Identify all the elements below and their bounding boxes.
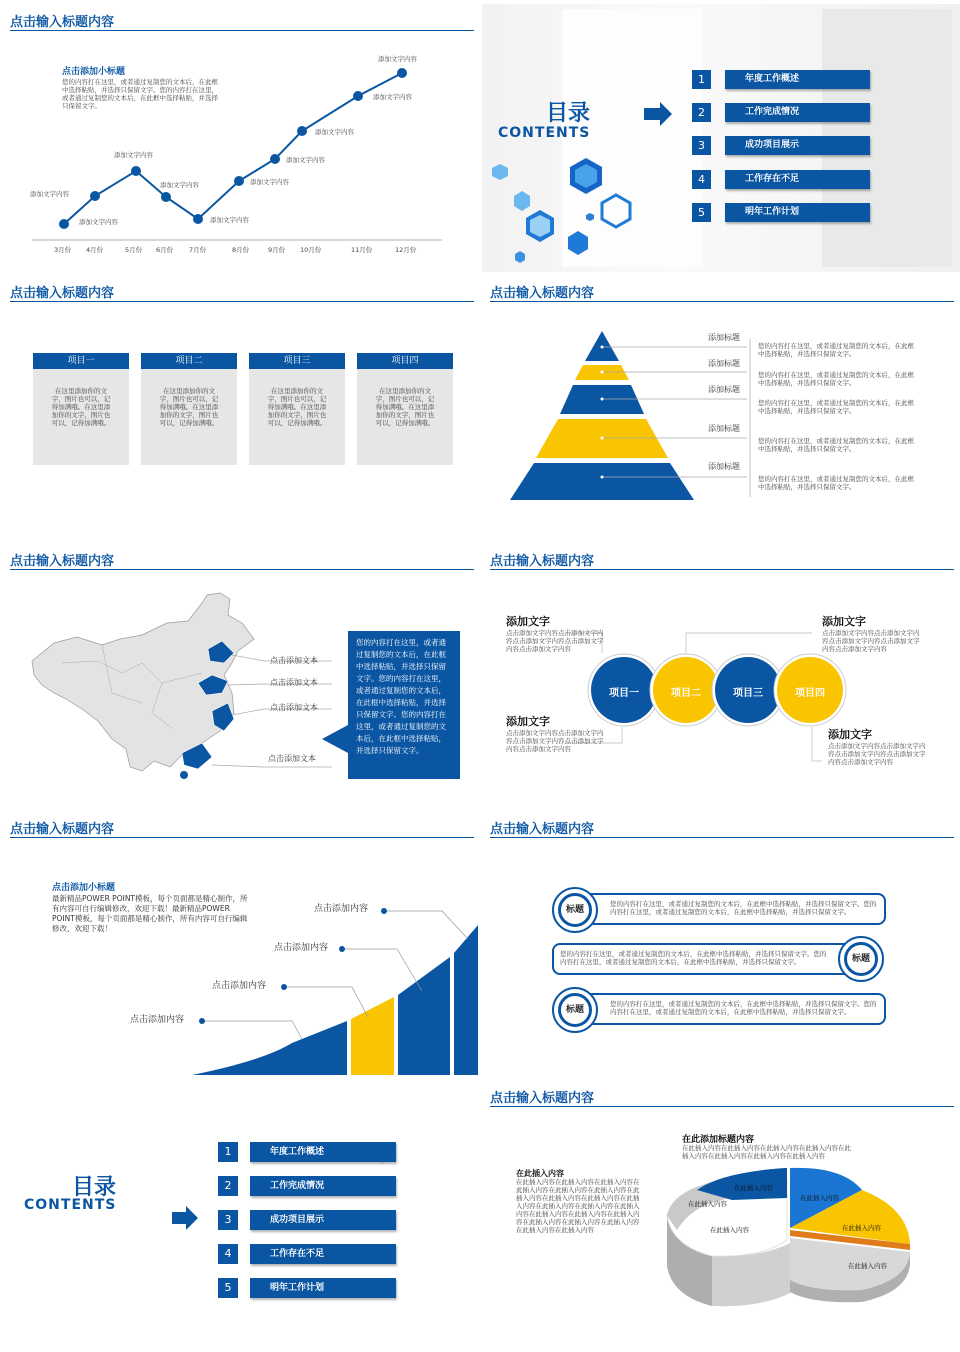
point-label: 添加文字内容 [286, 156, 325, 164]
tier-label: 添加标题 [708, 462, 740, 471]
card [357, 353, 453, 465]
toc-title: 目录 [546, 101, 591, 126]
slide-title[interactable]: 点击输入标题内容 [10, 15, 115, 30]
month-label: 10月份 [300, 246, 322, 254]
tier-label: 添加标题 [708, 333, 740, 342]
text-body: 点击添加文字内容点击添加文字内容点击添加文字内容点击添加文字内容点击添加文字内容 [828, 742, 926, 766]
point-label: 添加文字内容 [30, 190, 69, 198]
circle-label: 项目三 [733, 688, 763, 699]
info-bar-text: 您的内容打在这里，或者通过复制您的文本后，在此框中选择粘贴，并选择只保留文字。您的内容打在这里，或者通过复制您的文本后，在此框中选择粘贴，并选择只保留文字。 [610, 1000, 877, 1016]
info-bar [572, 993, 886, 1025]
slide-title[interactable]: 点击输入标题内容 [490, 822, 595, 837]
subtitle-desc: 您的内容打在这里，或者通过复制您的文本后，在此框中选择粘贴，并选择只保留文字。您的内容打在这里，或者通过复制您的文本后，在此框中选择粘贴，并选择只保留文字。 [62, 78, 218, 110]
point-label: 添加文字内容 [114, 151, 153, 159]
slide-title[interactable]: 点击输入标题内容 [490, 286, 595, 301]
info-bar [572, 893, 886, 925]
point-label: 添加文字内容 [210, 216, 249, 224]
card [249, 353, 345, 465]
info-bar-text: 您的内容打在这里，或者通过复制您的文本后，在此框中选择粘贴，并选择只保留文字。您的内容打在这里，或者通过复制您的文本后，在此框中选择粘贴，并选择只保留文字。 [610, 900, 877, 916]
slide-toc-hex [482, 4, 960, 272]
map-label: 点击添加文本 [268, 754, 316, 763]
tag-label: 标题 [558, 893, 592, 927]
growth-label: 点击添加内容 [314, 904, 369, 914]
map-label: 点击添加文本 [270, 703, 318, 712]
info-bar-text: 您的内容打在这里，或者通过复制您的文本后，在此框中选择粘贴，并选择只保留文字。您的内容打在这里，或者通过复制您的文本后，在此框中选择粘贴，并选择只保留文字。 [560, 950, 827, 966]
toc-number: 2 [692, 103, 711, 122]
text-heading: 添加文字 [828, 728, 872, 741]
card-body: 在这里添加你的文字，图片也可以，记得加满哦。在这里添加你的文字，图片也可以，记得加满哦。 [51, 387, 111, 427]
point-label: 添加文字内容 [315, 128, 354, 136]
slice-label: 在此插入内容 [842, 1224, 881, 1232]
card-body: 在这里添加你的文字，图片也可以，记得加满哦。在这里添加你的文字，图片也可以，记得加满哦。 [375, 387, 435, 427]
tier-text: 您的内容打在这里，或者通过复制您的文本后，在此框中选择粘贴，并选择只保留文字。 [758, 371, 914, 387]
point-label: 添加文字内容 [250, 178, 289, 186]
slide-cards [2, 275, 480, 543]
month-label: 9月份 [268, 246, 286, 254]
month-label: 6月份 [156, 246, 174, 254]
month-label: 5月份 [125, 246, 143, 254]
subtitle: 点击添加小标题 [52, 883, 116, 893]
toc-number: 3 [218, 1210, 238, 1230]
text-body: 点击添加文字内容点击添加文字内容点击添加文字内容点击添加文字内容点击添加文字内容 [822, 629, 920, 653]
month-label: 4月份 [86, 246, 104, 254]
month-label: 8月份 [232, 246, 250, 254]
title-divider [490, 837, 954, 838]
card-body: 在这里添加你的文字，图片也可以，记得加满哦。在这里添加你的文字，图片也可以，记得加满哦。 [159, 387, 219, 427]
title-divider [10, 301, 474, 302]
growth-label: 点击添加内容 [130, 1015, 185, 1025]
month-label: 11月份 [351, 246, 373, 254]
growth-label: 点击添加内容 [274, 943, 329, 953]
chart-title: 在此添加标题内容 [682, 1135, 755, 1145]
slice-label: 在此插入内容 [688, 1200, 727, 1208]
slide-title[interactable]: 点击输入标题内容 [490, 1091, 595, 1106]
toc-label: 明年工作计划 [250, 1278, 396, 1298]
card-header: 项目一 [33, 353, 129, 369]
toc-label: 明年工作计划 [725, 203, 870, 222]
arrow-right-icon [172, 1206, 198, 1230]
toc-number: 3 [692, 136, 711, 155]
text-heading: 添加文字 [822, 615, 866, 628]
slide-title[interactable]: 点击输入标题内容 [10, 286, 115, 301]
toc-subtitle: CONTENTS [498, 125, 591, 141]
card-header: 项目三 [249, 353, 345, 369]
info-bar [552, 943, 866, 975]
slide-pie [482, 1080, 960, 1348]
toc-number: 4 [218, 1244, 238, 1264]
toc-label: 年度工作概述 [725, 70, 870, 89]
circle-label: 项目四 [795, 688, 825, 699]
slide-title-bars [482, 811, 960, 1079]
tag-label: 标题 [844, 942, 878, 976]
slice-label: 在此插入内容 [710, 1226, 749, 1234]
chart-subtitle: 在此插入内容在此插入内容在此插入内容在此插入内容在此插入内容在此插入内容在此插入内容在此插入内容 [682, 1144, 851, 1160]
tag-circle [838, 936, 884, 982]
toc-number: 1 [692, 70, 711, 89]
info-box: 您的内容打在这里，或者通过复制您的文本后，在此框中选择粘贴，并选择只保留文字。您的内容打在这里，或者通过复制您的文本后，在此框中选择粘贴，并选择只保留文字。您的内容打在这里，或者通过复制您的文本后，在此框中选择粘贴，并选择只保留文字。 [348, 631, 460, 779]
toc-label: 工作存在不足 [250, 1244, 396, 1264]
subtitle-desc: 最新精品POWER POINT模板，每个页面都是精心制作，所有内容可自行编辑修改，欢迎下载！最新精品POWER POINT模板，每个页面都是精心制作，所有内容可自行编辑修改，欢迎下载！ [52, 894, 248, 933]
point-label: 添加文字内容 [378, 55, 417, 63]
tier-text: 您的内容打在这里，或者通过复制您的文本后，在此框中选择粘贴，并选择只保留文字。 [758, 399, 914, 415]
slide-title[interactable]: 点击输入标题内容 [10, 822, 115, 837]
point-label: 添加文字内容 [160, 181, 199, 189]
slide-pyramid [482, 275, 960, 543]
card [33, 353, 129, 465]
toc-label: 工作完成情况 [725, 103, 870, 122]
toc-label: 成功项目展示 [725, 136, 870, 155]
toc-label: 工作存在不足 [725, 170, 870, 189]
toc-title: 目录 [72, 1175, 117, 1200]
map-label: 点击添加文本 [270, 678, 318, 687]
slide-map [2, 543, 480, 811]
growth-chart [2, 811, 480, 1079]
tag-circle [552, 987, 598, 1033]
tier-label: 添加标题 [708, 359, 740, 368]
toc-label: 年度工作概述 [250, 1142, 396, 1162]
card [141, 353, 237, 465]
tag-label: 标题 [558, 993, 592, 1027]
slide-title[interactable]: 点击输入标题内容 [10, 554, 115, 569]
card-body: 在这里添加你的文字，图片也可以，记得加满哦。在这里添加你的文字，图片也可以，记得加满哦。 [267, 387, 327, 427]
month-label: 12月份 [395, 246, 417, 254]
tag-circle [552, 887, 598, 933]
hexagon-decoration [482, 4, 960, 272]
subtitle: 点击添加小标题 [62, 67, 126, 77]
toc-label: 工作完成情况 [250, 1176, 396, 1196]
tier-label: 添加标题 [708, 385, 740, 394]
circle-label: 项目二 [671, 688, 701, 699]
month-label: 7月份 [189, 246, 207, 254]
text-heading: 添加文字 [506, 715, 550, 728]
line-chart [2, 4, 480, 272]
tier-text: 您的内容打在这里，或者通过复制您的文本后，在此框中选择粘贴，并选择只保留文字。 [758, 437, 914, 453]
arrow-right-icon [644, 102, 672, 126]
card-header: 项目二 [141, 353, 237, 369]
slide-toc-plain [2, 1080, 480, 1348]
left-title: 在此插入内容 [516, 1169, 564, 1178]
point-label: 添加文字内容 [79, 218, 118, 226]
slide-circles [482, 543, 960, 811]
circles-diagram [482, 543, 960, 811]
left-text: 在此插入内容在此插入内容在此插入内容在此插入内容在此插入内容在此插入内容在此插入内容在此插入内容在此插入内容在此插入内容在此插入内容在此插入内容在此插入内容在此插入内容在此插入内容在此插入内容在此插入内容在此插入内容在此插入内容在此插入内容在此插入内容 [516, 1178, 640, 1234]
month-label: 3月份 [54, 246, 72, 254]
toc-number: 1 [218, 1142, 238, 1162]
toc-label: 成功项目展示 [250, 1210, 396, 1230]
slide-line-chart [2, 4, 480, 272]
circle-label: 项目一 [609, 688, 639, 699]
growth-label: 点击添加内容 [212, 981, 267, 991]
toc-subtitle: CONTENTS [24, 1197, 117, 1213]
tier-label: 添加标题 [708, 424, 740, 433]
text-body: 点击添加文字内容点击添加文字内容点击添加文字内容点击添加文字内容点击添加文字内容 [506, 629, 604, 653]
toc-number: 5 [218, 1278, 238, 1298]
slide-growth [2, 811, 480, 1079]
slice-label: 在此插入内容 [848, 1262, 887, 1270]
tier-text: 您的内容打在这里，或者通过复制您的文本后，在此框中选择粘贴，并选择只保留文字。 [758, 342, 914, 358]
point-label: 添加文字内容 [373, 93, 412, 101]
map-label: 点击添加文本 [270, 656, 318, 665]
toc-number: 4 [692, 170, 711, 189]
toc-number: 2 [218, 1176, 238, 1196]
arrow-decoration [2, 1080, 480, 1348]
text-heading: 添加文字 [506, 615, 550, 628]
toc-number: 5 [692, 203, 711, 222]
slice-label: 在此插入内容 [800, 1194, 839, 1202]
slice-label: 在此插入内容 [734, 1184, 773, 1192]
slide-title[interactable]: 点击输入标题内容 [490, 554, 595, 569]
card-header: 项目四 [357, 353, 453, 369]
tier-text: 您的内容打在这里，或者通过复制您的文本后，在此框中选择粘贴，并选择只保留文字。 [758, 475, 914, 491]
pie-chart [482, 1080, 960, 1348]
text-body: 点击添加文字内容点击添加文字内容点击添加文字内容点击添加文字内容点击添加文字内容 [506, 729, 604, 753]
